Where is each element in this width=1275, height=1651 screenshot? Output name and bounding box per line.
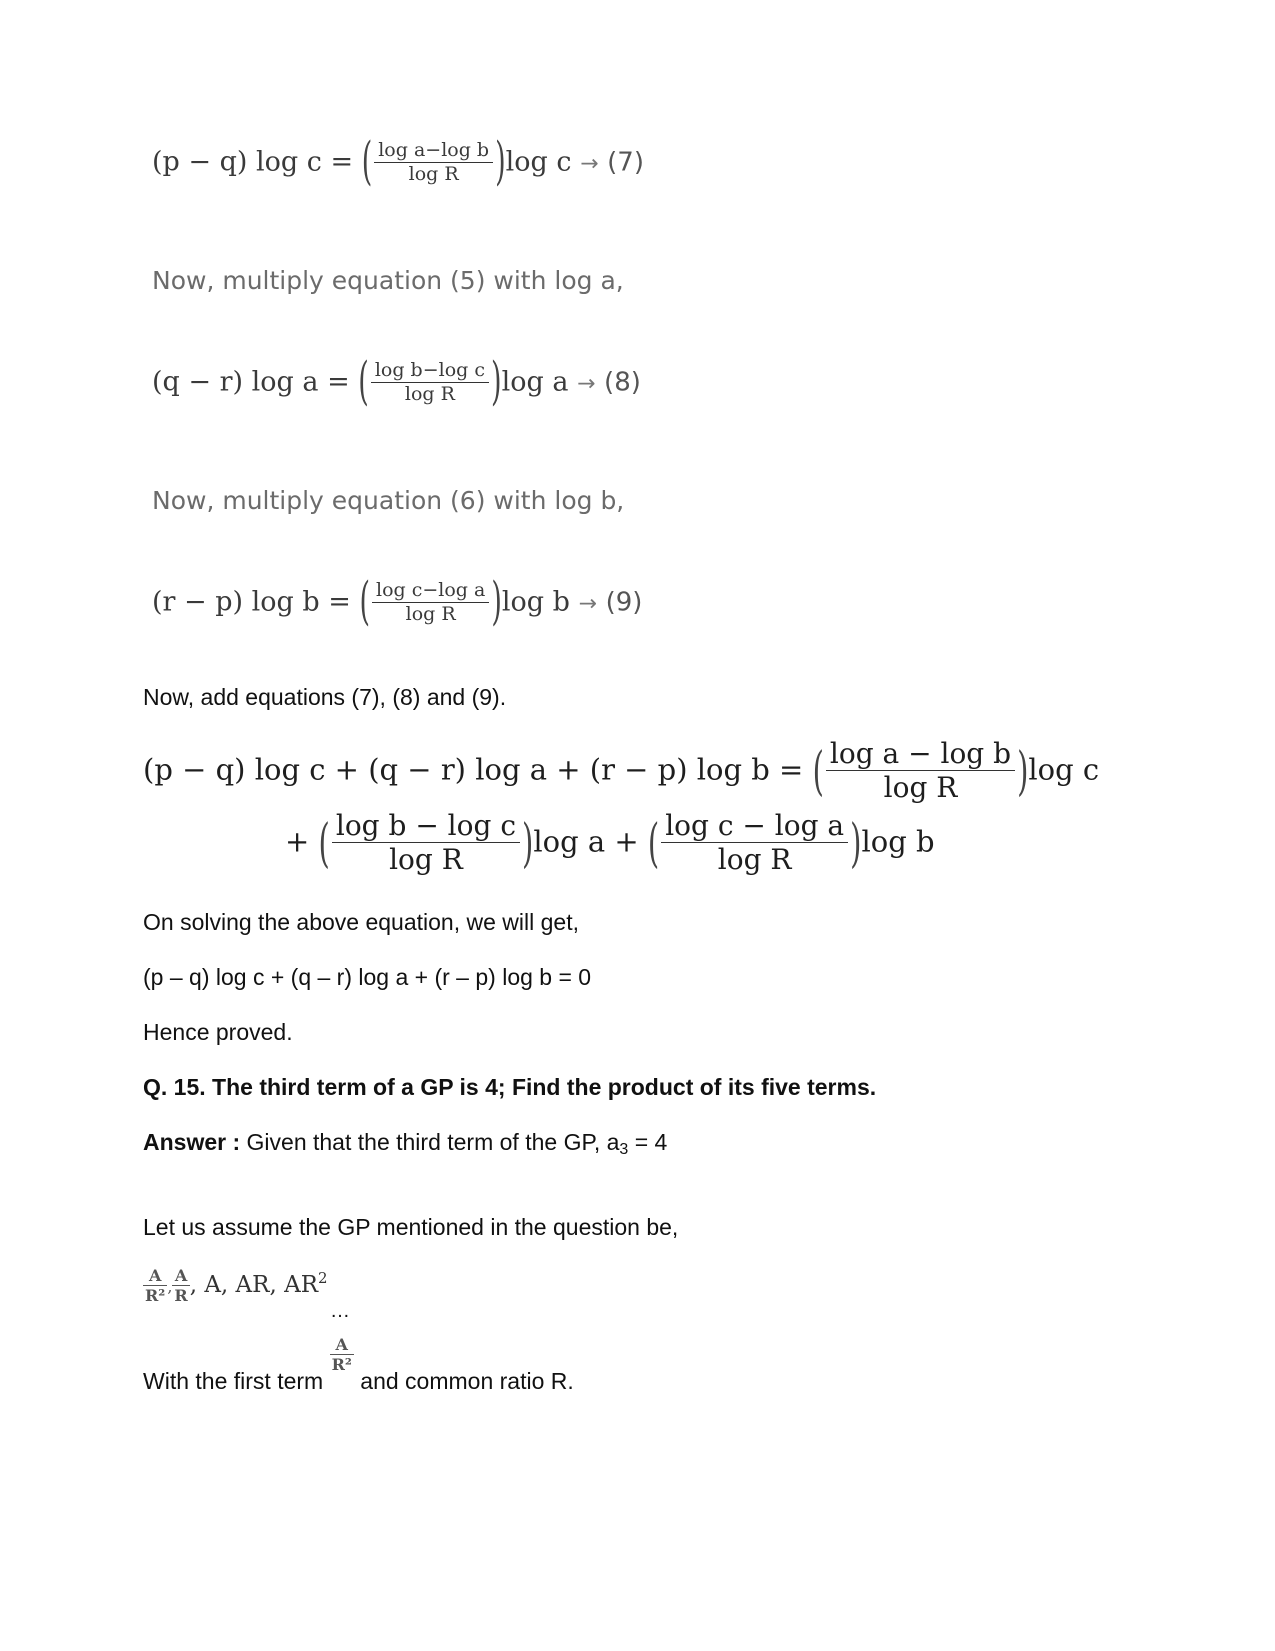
right-paren: ) [495,133,506,193]
first-term-post: and common ratio R. [353,1367,574,1394]
equation-7 [152,133,644,193]
question-15: Q. 15. The third term of a GP is 4; Find the product of its five terms. [143,1074,877,1100]
eq9-lhs: (r − p) log b = [152,586,351,618]
eq9-denominator: log R [405,602,456,625]
left-paren: ( [647,812,660,874]
term3-numerator: log c − log a [661,810,848,843]
equation-8 [152,353,641,413]
term2-tail: log a + [533,824,639,859]
first-term-denominator: R² [331,1354,352,1374]
eq9-tag: (9) [605,587,643,618]
right-paren: ) [522,812,534,874]
eq8-tag: (8) [604,367,641,398]
right-paren: ) [850,812,862,874]
gp-term1-fraction [143,1267,167,1305]
instruction-multiply-6: Now, multiply equation (6) with log b, [152,486,625,515]
first-term-line [143,1335,574,1395]
gp-term2-fraction [172,1267,189,1305]
eq8-fraction [371,360,489,406]
gp-term1-numerator: A [143,1267,167,1286]
gp-rest: , A, AR, AR [189,1271,319,1298]
gp-term1-denominator: R² [145,1285,166,1305]
term1-numerator: log a − log b [826,738,1015,771]
eq7-lhs: (p − q) log c = [152,146,354,178]
term2-denominator: log R [389,843,463,877]
term3-tail: log b [861,824,935,859]
eq9-numerator: log c−log a [372,580,489,603]
answer-text: Given that the third term of the GP, a [240,1129,620,1155]
gp-term2-denominator: R [174,1285,188,1305]
answer-tail: = 4 [628,1129,668,1155]
eq7-tag: (7) [607,147,644,178]
hence-proved: Hence proved. [143,1019,293,1045]
right-paren: ) [491,573,502,633]
answer-subscript: 3 [619,1141,629,1158]
assume-line: Let us assume the GP mentioned in the question be, [143,1214,679,1240]
equation-9 [152,573,643,633]
plus-sign: + [285,824,310,859]
answer-line [143,1129,667,1159]
first-term-fraction-wrap [330,1336,354,1374]
first-term-pre: With the first term [143,1367,330,1394]
solving-line: On solving the above equation, we will get, [143,909,579,935]
first-term-fraction [330,1336,354,1374]
left-paren: ( [361,133,373,193]
eq7-denominator: log R [408,162,459,185]
instruction-multiply-5: Now, multiply equation (5) with log a, [152,266,624,295]
gp-exponent: 2 [318,1269,328,1288]
answer-label: Answer : [143,1129,241,1155]
eq7-fraction [374,140,493,186]
combined-lhs: (p − q) log c + (q − r) log a + (r − p) log b = [143,752,804,787]
eq9-fraction [372,580,489,626]
term2-numerator: log b − log c [332,810,520,843]
combined-equation-line-1 [143,738,1099,805]
right-paren: ) [1017,740,1029,802]
eq8-lhs: (q − r) log a = [152,366,350,398]
right-paren: ) [491,353,502,413]
left-paren: ( [358,353,369,413]
first-term-numerator: A [330,1336,354,1355]
left-paren: ( [318,812,330,874]
arrow-icon: → [580,151,599,177]
term1-tail: log c [1028,752,1100,787]
gp-sequence: $\frac{A}{\text{R²}}$ , $\frac{A}{R}$ , A, AR, $AR^2$ [145,1266,328,1305]
eq7-numerator: log a−log b [374,140,493,163]
arrow-icon: → [578,591,597,617]
eq9-tail: log b [501,586,570,618]
add-equations-line: Now, add equations (7), (8) and (9). [143,684,507,710]
left-paren: ( [812,740,824,802]
combined-equation-line-2 [285,810,935,877]
gp-ellipsis: … [330,1300,350,1322]
eq8-denominator: log R [404,382,455,405]
term1-denominator: log R [883,771,958,805]
eq8-numerator: log b−log c [371,360,489,383]
left-paren: ( [359,573,371,633]
term3-denominator: log R [717,843,792,877]
gp-term2-numerator: A [172,1267,189,1286]
eq7-tail: log c [505,146,572,178]
term1-fraction [826,738,1015,805]
arrow-icon: → [577,371,596,397]
term2-fraction [332,810,520,877]
result-equation: (p – q) log c + (q – r) log a + (r – p) log b = 0 [143,964,592,990]
eq8-tail: log a [501,366,569,398]
term3-fraction [661,810,848,877]
